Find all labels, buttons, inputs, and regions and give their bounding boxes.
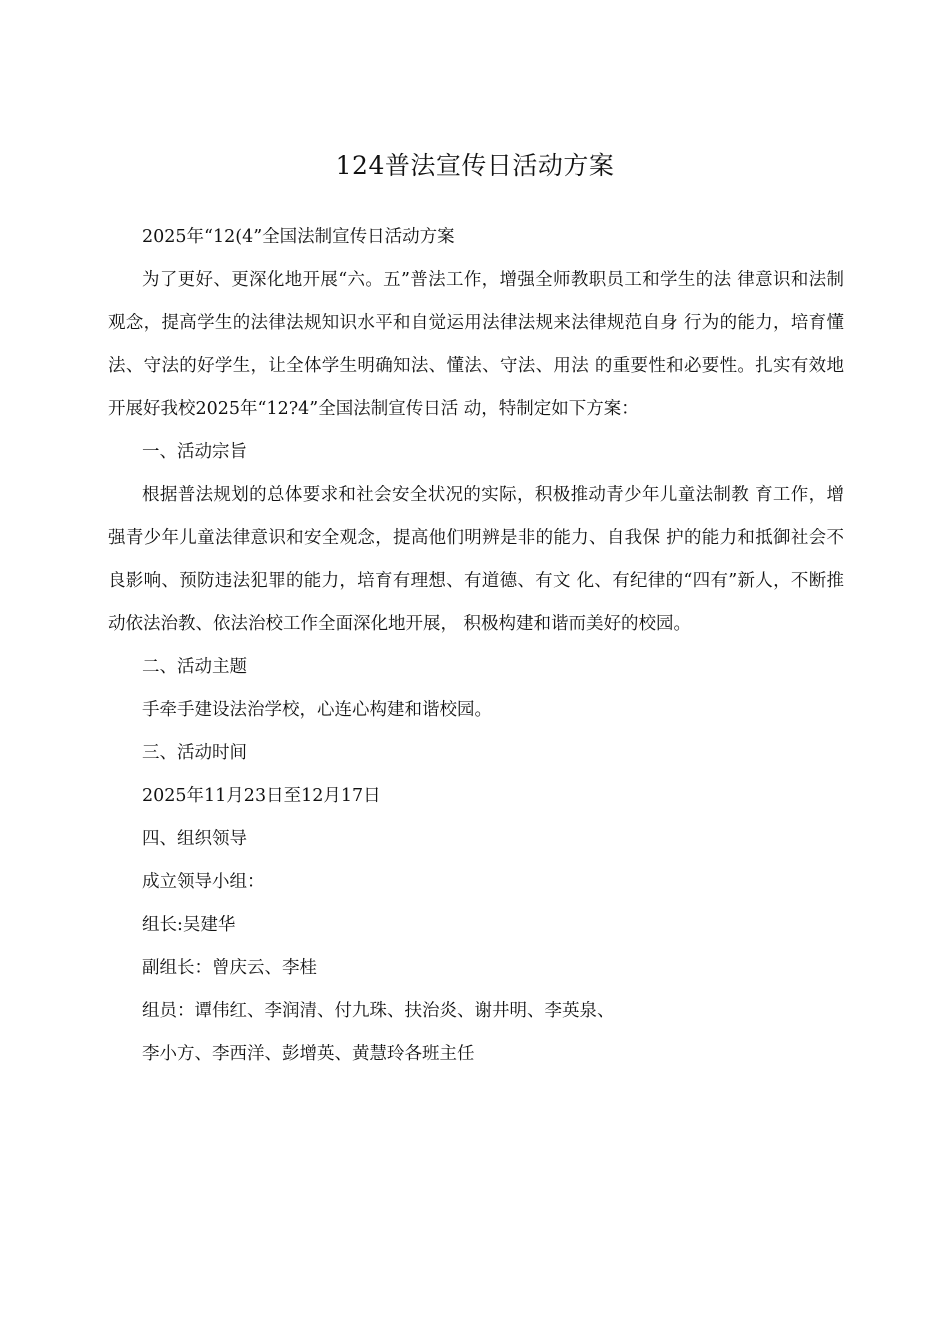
- document-title: 124普法宣传日活动方案: [335, 151, 615, 180]
- section-heading-theme: 二、活动主题: [142, 657, 247, 677]
- section-heading-purpose: 一、活动宗旨: [142, 442, 247, 462]
- document-body: [108, 216, 844, 1076]
- org-line-members: 组员：谭伟红、李润清、付九珠、扶治炎、谢井明、李英泉、: [142, 1001, 615, 1021]
- section-heading-time: 三、活动时间: [142, 743, 247, 763]
- subtitle-line: 2025年“12(4”全国法制宣传日活动方案: [142, 227, 455, 247]
- section-body-purpose: 根据普法规划的总体要求和社会安全状况的实际，积极推动青少年儿童法制教 育工作，增强青少年儿童法律意识和安全观念，提高他们明辨是非的能力、自我保 护的能力和抵御社会不良影响、预防违法犯罪的能力，培育有理想、有道德、有文 化、有纪律的“四有”新人，不断推动依法治教、依法治校工作全面深化地开展， 积极构建和谐而美好的校园。: [108, 485, 844, 634]
- org-line-deputy: 副组长：曾庆云、李桂: [142, 958, 317, 978]
- org-line-group: 成立领导小组：: [142, 872, 265, 892]
- section-heading-organization: 四、组织领导: [142, 829, 247, 849]
- org-line-leader: 组长:吴建华: [142, 915, 236, 935]
- org-line-members-cont: 李小方、李西洋、彭增英、黄慧玲各班主任: [142, 1044, 475, 1064]
- intro-paragraph: 为了更好、更深化地开展“六。五”普法工作，增强全师教职员工和学生的法 律意识和法制观念，提高学生的法律法规知识水平和自觉运用法律法规来法律规范自身 行为的能力，培育懂法、守法的好学生，让全体学生明确知法、懂法、守法、用法 的重要性和必要性。扎实有效地开展好我校2025年“12?4”全国法制宣传日活 动，特制定如下方案：: [108, 270, 844, 419]
- section-body-theme: 手牵手建设法治学校，心连心构建和谐校园。: [142, 700, 492, 720]
- section-body-time: 2025年11月23日至12月17日: [142, 786, 381, 806]
